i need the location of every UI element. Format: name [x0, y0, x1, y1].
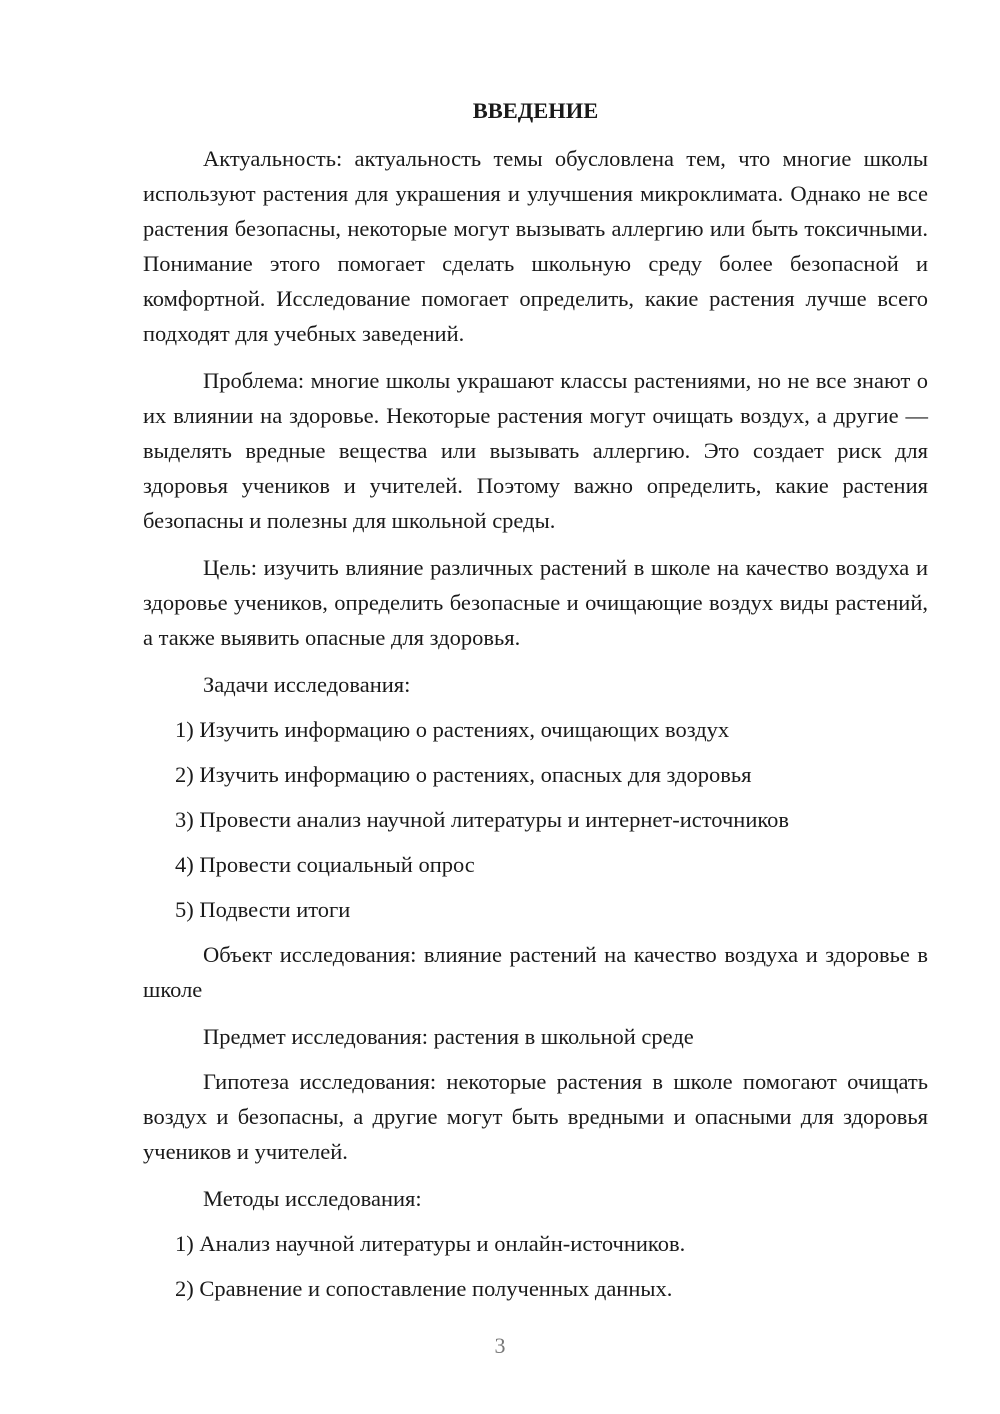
subject-paragraph: Предмет исследования: растения в школьной среде: [203, 1024, 694, 1049]
list-item: 3) Провести анализ научной литературы и интернет-источников: [175, 807, 790, 832]
methods-heading: Методы исследования:: [203, 1186, 422, 1211]
problem-paragraph: Проблема: многие школы украшают классы растениями, но не все знают о их влиянии на здоровье. Некоторые растения могут очищать воздух, а другие — выделять вредные вещества или вызывать аллергию. Это создает риск для здоровья учеников и учителей. Поэтому важно определить, какие растения безопасны и полезны для школьной среды.: [143, 368, 928, 533]
hypothesis-paragraph: Гипотеза исследования: некоторые растения в школе помогают очищать воздух и безопасны, а другие могут быть вредными и опасными для здоровья учеников и учителей.: [143, 1069, 928, 1164]
list-item: 4) Провести социальный опрос: [175, 852, 475, 877]
page-content: [143, 93, 928, 1316]
methods-list: [143, 1226, 928, 1306]
tasks-heading: Задачи исследования:: [203, 672, 411, 697]
list-item: 2) Изучить информацию о растениях, опасных для здоровья: [175, 762, 752, 787]
list-item: 1) Изучить информацию о растениях, очищающих воздух: [175, 717, 730, 742]
page-number: 3: [494, 1333, 506, 1358]
relevance-paragraph: Актуальность: актуальность темы обусловлена тем, что многие школы используют растения для украшения и улучшения микроклимата. Однако не все растения безопасны, некоторые могут вызывать аллергию или быть токсичными. Понимание этого помогает сделать школьную среду более безопасной и комфортной. Исследование помогает определить, какие растения лучше всего подходят для учебных заведений.: [143, 146, 928, 346]
tasks-list: [143, 712, 928, 927]
list-item: 2) Сравнение и сопоставление полученных данных.: [175, 1276, 673, 1301]
section-title: ВВЕДЕНИЕ: [472, 98, 599, 123]
list-item: 5) Подвести итоги: [175, 897, 351, 922]
object-paragraph: Объект исследования: влияние растений на качество воздуха и здоровье в школе: [143, 942, 928, 1002]
goal-paragraph: Цель: изучить влияние различных растений в школе на качество воздуха и здоровье учеников, определить безопасные и очищающие воздух виды растений, а также выявить опасные для здоровья.: [143, 555, 928, 650]
list-item: 1) Анализ научной литературы и онлайн-источников.: [175, 1231, 686, 1256]
